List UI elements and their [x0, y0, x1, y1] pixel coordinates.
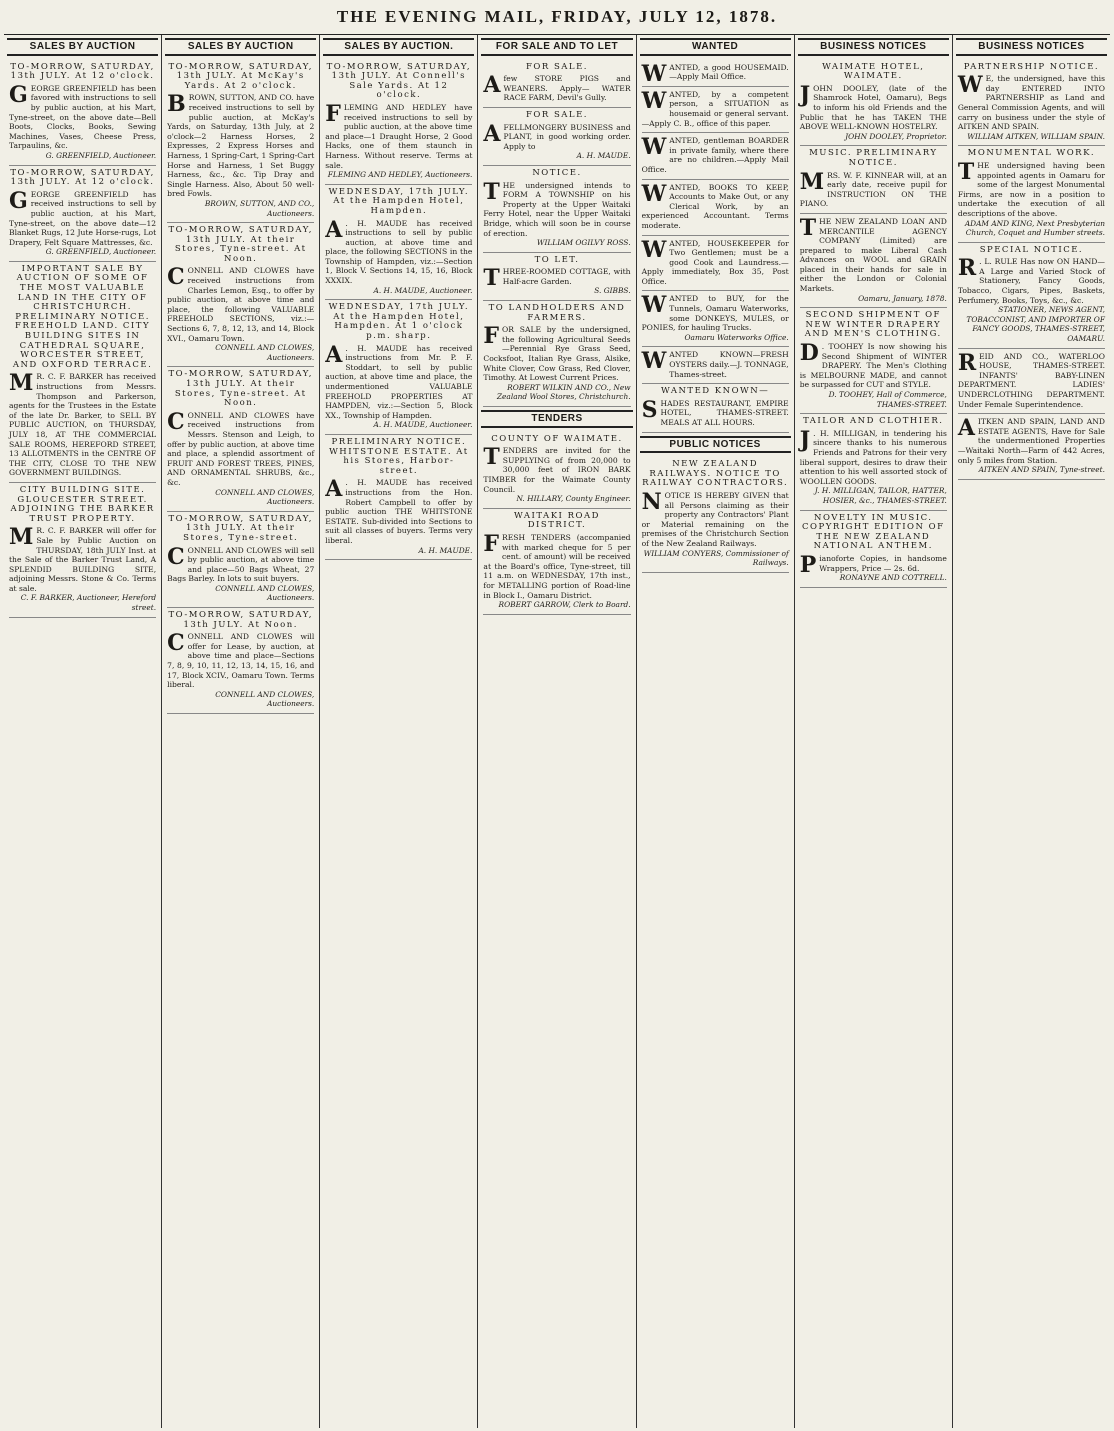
- drop-cap: A: [483, 120, 501, 147]
- ad-heading: WEDNESDAY, 17th JULY. At the Hampden Hotel, Hampden.: [328, 186, 470, 216]
- ad-body: [642, 294, 789, 332]
- column-heading: WANTED: [640, 38, 791, 56]
- drop-cap: W: [641, 134, 667, 161]
- drop-cap: A: [483, 72, 501, 99]
- ad-signature: J. H. MILLIGAN, TAILOR, HATTER, HOSIER, &c., THAMES-STREET.: [814, 486, 947, 505]
- ad-text: . H. MAUDE has received instructions from Mr. P. F. Stoddart, to sell by public auction, at above time and place, the undermentioned VALUABLE FREEHOLD PROPERTIES AT HAMPDEN, viz.:—Section 5, Block XX., Township of Hampden.: [325, 343, 473, 420]
- ad-body: [642, 350, 789, 379]
- ad-heading: PARTNERSHIP NOTICE.: [963, 61, 1100, 72]
- ad-signature: WILLIAM OGILVY ROSS.: [536, 238, 631, 248]
- advertisement: [642, 457, 789, 573]
- ad-body: [483, 178, 631, 239]
- ad-text: ANTED, BOOKS TO KEEP, Accounts to Make Out, or any Clerical Work, by an experienced Accountant. Terms moderate.: [641, 182, 789, 230]
- ad-body: [799, 426, 947, 487]
- drop-cap: D: [799, 340, 819, 367]
- ad-heading: TO-MORROW, SATURDAY, 13th JULY. At their Stores, Tyne-street.: [168, 513, 313, 543]
- ad-text: R. C. F. BARKER will offer for Sale by Public Auction on THURSDAY, 18th JULY Inst. at the Sale of the Barker Trust Land, A SPLENDID BUILDING SITE, adjoining Messrs. Stone & Co. Terms at sale.: [9, 526, 157, 593]
- drop-cap: W: [641, 180, 667, 207]
- drop-cap: A: [325, 341, 343, 368]
- drop-cap: T: [957, 158, 975, 185]
- ad-body: [9, 372, 156, 478]
- ad-heading: TO-MORROW, SATURDAY, 13th JULY. At 12 o'clock.: [10, 167, 155, 188]
- ad-heading: TO-MORROW, SATURDAY, 13th JULY. At their Stores, Tyne-street. At Noon.: [168, 369, 313, 409]
- ad-heading: TO LET.: [534, 254, 580, 265]
- ad-text: ANTED KNOWN—FRESH OYSTERS daily.—J. TONNAGE, Thames-street.: [669, 350, 789, 379]
- ad-signature: S. GIBBS.: [594, 286, 631, 296]
- drop-cap: T: [483, 444, 500, 471]
- column-heading: SALES BY AUCTION: [7, 38, 158, 56]
- drop-cap: W: [957, 72, 983, 99]
- ad-text: OHN DOOLEY, (late of the Shamrock Hotel, Oamaru), Begs to inform his old Friends and the Public that he has TAKEN THE ABOVE WELL-KNOWN HOSTELRY.: [799, 83, 947, 132]
- ad-heading: WAITAKI ROAD DISTRICT.: [514, 510, 600, 531]
- advertisement: [483, 253, 630, 301]
- ad-signature: A. H. MAUDE.: [418, 545, 473, 555]
- drop-cap: R: [957, 255, 977, 282]
- ad-body: [325, 100, 473, 170]
- ad-heading: TO LANDHOLDERS AND FARMERS.: [488, 303, 626, 323]
- ad-heading: TO-MORROW, SATURDAY, 13th JULY. At Noon.: [168, 610, 313, 630]
- advertisement: [483, 301, 630, 407]
- ad-text: RESH TENDERS (accompanied with marked cheque for 5 per cent. of amount) will be received at the Board's office, Tyne-street, till 11 a.m. on WEDNESDAY, 17th inst., for METALLING portion of Road-line in Block I., Oamaru District.: [483, 532, 631, 600]
- ad-body: [483, 325, 630, 383]
- advertisement: [167, 60, 314, 224]
- advertisement: [800, 146, 947, 214]
- advertisement: [642, 347, 789, 384]
- drop-cap: F: [325, 100, 341, 127]
- ad-body: [483, 530, 631, 600]
- ad-signature: G. GREENFIELD, Auctioneer.: [45, 150, 157, 160]
- ad-body: [799, 214, 947, 294]
- ad-body: [325, 341, 473, 421]
- ad-heading: TO-MORROW, SATURDAY, 13th JULY. At Connell's Sale Yards. At 12 o'clock.: [326, 61, 472, 101]
- ad-heading: TAILOR AND CLOTHIER.: [803, 416, 944, 427]
- drop-cap: W: [641, 348, 667, 375]
- column-heading: FOR SALE AND TO LET: [481, 38, 632, 56]
- advertisement: [9, 483, 156, 618]
- ad-signature: N. HILLARY, County Engineer.: [516, 494, 631, 504]
- ad-text: ONNELL AND CLOWES will offer for Lease, by auction, at above time and place—Sections 7, 8, 9, 10, 11, 12, 13, 14, 15, 16, and 17, Block XCIV., Oamaru Town. Terms liberal.: [167, 632, 315, 690]
- ad-text: . H. MAUDE has received instructions to sell by public auction, at above time and place, the following SECTIONS in the Township of Hampden, viz.:—Section 1, Block V. Sections 14, 15, 16, Block XXXIX.: [325, 218, 473, 286]
- drop-cap: C: [167, 543, 185, 570]
- ad-text: ianoforte Copies, in handsome Wrappers, Price — 2s. 6d.: [819, 553, 947, 573]
- ad-body: [958, 417, 1105, 465]
- advertisement: [167, 512, 314, 608]
- masthead: THE EVENING MAIL, FRIDAY, JULY 12, 1878.: [336, 7, 778, 26]
- drop-cap: C: [167, 264, 185, 291]
- ad-signature: JOHN DOOLEY, Proprietor.: [845, 131, 947, 141]
- ad-signature: G. GREENFIELD, Auctioneer.: [45, 247, 157, 257]
- drop-cap: P: [799, 551, 817, 578]
- ad-body: [167, 408, 315, 488]
- advertisement: [483, 108, 630, 166]
- ad-body: [167, 543, 315, 584]
- advertisement: [9, 166, 156, 262]
- ad-body: [641, 396, 789, 428]
- advertisement: [9, 262, 156, 483]
- ad-body: [167, 266, 314, 343]
- ad-body: [957, 158, 1105, 219]
- drop-cap: A: [325, 476, 343, 503]
- drop-cap: A: [325, 216, 343, 243]
- ad-heading: SECOND SHIPMENT OF NEW WINTER DRAPERY AND MEN'S CLOTHING.: [804, 310, 942, 340]
- ad-text: . TOOHEY Is now showing his Second Shipment of WINTER DRAPERY. The Men's Clothing is MELBOURNE MADE, and cannot be surpassed for CUT and STYLE.: [799, 342, 947, 390]
- advertisement: [642, 291, 789, 347]
- drop-cap: T: [799, 214, 817, 241]
- advertisement: [325, 185, 472, 301]
- drop-cap: W: [641, 292, 667, 319]
- ad-signature: CONNELL AND CLOWES, Auctioneers.: [215, 689, 315, 709]
- advertisement: [958, 60, 1105, 147]
- ad-heading: TO-MORROW, SATURDAY, 13th JULY. At their Stores, Tyne-street. At Noon.: [168, 225, 313, 264]
- section-heading: TENDERS: [481, 410, 632, 428]
- drop-cap: G: [9, 81, 28, 108]
- advertisement: [483, 509, 630, 615]
- ad-heading: WAIMATE HOTEL, WAIMATE.: [822, 61, 925, 82]
- ad-signature: ROBERT WILKIN AND CO., New Zealand Wool Stores, Christchurch.: [496, 382, 631, 402]
- ad-body: [958, 74, 1105, 132]
- ad-text: ANTED, by a competent person, a SITUATION as housemaid or general servant.—Apply C. B., office of this paper.: [641, 89, 789, 128]
- drop-cap: W: [641, 236, 667, 263]
- ad-body: [325, 478, 472, 545]
- drop-cap: T: [483, 265, 500, 292]
- drop-cap: J: [799, 81, 811, 108]
- advertisement: [325, 300, 472, 435]
- ad-body: [167, 632, 314, 690]
- column-7: [952, 35, 1110, 1428]
- advertisement: [483, 60, 630, 108]
- column-6: [794, 35, 952, 1428]
- advertisement: [642, 133, 789, 179]
- ad-text: OTICE IS HEREBY GIVEN that all Persons claiming as their property any Contractors' Plant or Material remaining on the premises of the Christchurch Section of the New Zealand Railways.: [641, 490, 789, 548]
- drop-cap: F: [483, 530, 500, 557]
- advertisement: [325, 60, 472, 185]
- advertisement: [167, 223, 314, 367]
- ad-body: [483, 446, 630, 494]
- ad-heading: FOR SALE.: [526, 109, 588, 120]
- ad-body: [641, 488, 789, 549]
- ad-text: EID AND CO., WATERLOO HOUSE, THAMES-STREET. INFANTS' BABY-LINEN DEPARTMENT. LADIES' UNDERCLOTHING DEPARTMENT. Under Female Superintendence.: [957, 351, 1105, 409]
- ad-body: [9, 187, 157, 248]
- ad-heading: WANTED KNOWN—: [661, 386, 770, 397]
- ad-text: ANTED, a good HOUSEMAID.—Apply Mail Office.: [669, 62, 789, 82]
- drop-cap: G: [9, 187, 28, 214]
- ad-heading: TO-MORROW, SATURDAY, 13th JULY. At 12 o'clock.: [10, 61, 155, 82]
- drop-cap: F: [483, 323, 500, 350]
- ad-signature: WILLIAM AITKEN, WILLIAM SPAIN.: [967, 131, 1105, 141]
- ad-heading: TO-MORROW, SATURDAY, 13th JULY. At McKay's Yards. At 2 o'clock.: [168, 61, 313, 91]
- ad-text: EORGE GREENFIELD has received instructions to sell by public auction, at his Mart, Tyne-street, on the above date—12 Blanket Rugs, 12 Jute Horse-rugs, Lot Drapery, Felt Square Mattresses, &c.: [9, 189, 157, 247]
- drop-cap: W: [641, 60, 667, 87]
- ad-body: [641, 60, 789, 87]
- advertisement: [800, 60, 947, 147]
- drop-cap: M: [9, 370, 34, 397]
- ad-signature: AITKEN AND SPAIN, Tyne-street.: [978, 465, 1105, 475]
- advertisement: [642, 236, 789, 292]
- column-heading: SALES BY AUCTION: [165, 38, 316, 56]
- ad-text: ONNELL AND CLOWES have received instructions from Charles Lemon, Esq., to offer by public auction, at above time and place, the following VALUABLE FREEHOLD SECTIONS, viz.:—Sections 6, 7, 8, 12, 13, and 14, Block XVI., Oamaru Town.: [167, 266, 315, 343]
- drop-cap: B: [167, 91, 186, 118]
- ad-signature: BROWN, SUTTON, AND CO., Auctioneers.: [204, 198, 315, 218]
- column-heading: SALES BY AUCTION.: [323, 38, 474, 56]
- advertisement: [800, 414, 947, 510]
- ad-text: HE undersigned intends to FORM A TOWNSHIP on his Property at the Upper Waitaki Ferry Hotel, near the Upper Waitaki Bridge, which will soon be in course of erection.: [483, 180, 631, 238]
- ad-heading: FOR SALE.: [526, 61, 588, 72]
- ad-signature: FLEMING AND HEDLEY, Auctioneers.: [327, 170, 473, 180]
- column-1: [4, 35, 161, 1428]
- ad-signature: STATIONER, NEWS AGENT, TOBACCONIST, AND IMPORTER OF FANCY GOODS, THAMES-STREET, OAMARU.: [966, 305, 1105, 344]
- ad-text: E, the undersigned, have this day ENTERED INTO PARTNERSHIP as Land and General Commission Agents, and will carry on business under the style of AITKEN AND SPAIN.: [957, 74, 1105, 132]
- ad-text: ENDERS are invited for the SUPPLYING of from 20,000 to 30,000 feet of IRON BARK TIMBER for the Waimate County Council.: [483, 446, 631, 494]
- ad-signature: RONAYNE AND COTTRELL.: [839, 573, 947, 583]
- column-3: [319, 35, 477, 1428]
- ad-text: . H. MAUDE has received instructions from the Hon. Robert Campbell to offer by public auction THE WHITSTONE ESTATE. Sub-divided into Sections to suit all classes of buyers. Terms very liberal.: [325, 478, 473, 545]
- ad-body: [641, 87, 789, 128]
- ad-heading: NEW ZEALAND RAILWAYS. NOTICE TO RAILWAY CONTRACTORS.: [642, 459, 789, 489]
- ad-signature: C. F. BARKER, Auctioneer, Hereford street.: [20, 593, 157, 613]
- advertisement: [642, 180, 789, 236]
- column-5: [636, 35, 794, 1428]
- column-2: [161, 35, 319, 1428]
- ad-heading: WEDNESDAY, 17th JULY. At the Hampden Hotel, Hampden. At 1 o'clock p.m. sharp.: [328, 302, 470, 342]
- newspaper-page: [4, 34, 1110, 1428]
- drop-cap: A: [957, 415, 975, 442]
- ad-text: ANTED to BUY, for the Tunnels, Oamaru Waterworks, some DONKEYS, MULES, or PONIES, for hauling Trucks.: [641, 294, 789, 333]
- drop-cap: M: [9, 524, 34, 551]
- ad-heading: NOTICE.: [532, 167, 582, 178]
- ad-text: . L. RULE Has now ON HAND—A Large and Varied Stock of Stationery, Fancy Goods, Tobacco, Cigars, Pipes, Baskets, Perfumery, Books, Toys, &c., &c.: [957, 257, 1105, 305]
- ad-signature: CONNELL AND CLOWES, Auctioneers.: [215, 343, 315, 362]
- drop-cap: M: [799, 168, 825, 195]
- ad-signature: ROBERT GARROW, Clerk to Board.: [498, 600, 631, 610]
- drop-cap: C: [167, 630, 185, 657]
- column-heading: BUSINESS NOTICES: [798, 38, 949, 56]
- ad-body: [641, 236, 789, 287]
- ad-signature: Oamaru, January, 1878.: [858, 293, 947, 303]
- ad-signature: A. H. MAUDE, Auctioneer.: [373, 285, 473, 295]
- ad-text: . H. MILLIGAN, in tendering his sincere thanks to his numerous Friends and Patrons for their very liberal support, desires to draw their attention to his well assorted stock of WOOLLEN GOODS.: [799, 428, 947, 486]
- advertisement: [642, 384, 789, 432]
- ad-body: [167, 93, 314, 199]
- ad-text: HE undersigned having been appointed agents in Oamaru for some of the largest Monumental Firms, are now in a position to undertake the execution of all descriptions of the above.: [957, 160, 1105, 218]
- advertisement: [800, 214, 947, 308]
- ad-text: ITKEN AND SPAIN, LAND AND ESTATE AGENTS, Have for Sale the undermentioned Properties—Waitaki North—Farm of 442 Acres, only 5 miles from Station.: [957, 417, 1105, 465]
- drop-cap: R: [957, 349, 977, 376]
- ad-heading: MUSIC. PRELIMINARY NOTICE.: [809, 148, 938, 168]
- ad-body: [325, 216, 473, 286]
- ad-body: [958, 257, 1105, 305]
- ad-heading: NOVELTY IN MUSIC. COPYRIGHT EDITION OF THE NEW ZEALAND NATIONAL ANTHEM.: [802, 512, 945, 552]
- ad-text: HREE-ROOMED COTTAGE, with Half-acre Garden.: [502, 267, 631, 286]
- ad-heading: CITY BUILDING SITE. GLOUCESTER STREET. ADJOINING THE BARKER TRUST PROPERTY.: [10, 484, 155, 524]
- ad-body: [642, 136, 789, 174]
- advertisement: [483, 432, 630, 509]
- advertisement: [325, 435, 472, 560]
- advertisement: [642, 60, 789, 87]
- ad-body: [799, 81, 947, 132]
- drop-cap: S: [641, 396, 658, 423]
- ad-body: [9, 526, 156, 593]
- drop-cap: J: [799, 426, 811, 453]
- ad-heading: PRELIMINARY NOTICE. WHITSTONE ESTATE. At his Stores, Harbor-street.: [329, 436, 469, 476]
- ad-signature: CONNELL AND CLOWES, Auctioneers.: [215, 487, 315, 507]
- advertisement: [958, 243, 1105, 349]
- advertisement: [167, 608, 314, 714]
- drop-cap: N: [641, 488, 662, 515]
- advertisement: [642, 87, 789, 133]
- ad-body: [9, 81, 157, 151]
- advertisement: [800, 511, 947, 588]
- ad-body: [957, 349, 1105, 410]
- section-heading: PUBLIC NOTICES: [640, 436, 791, 454]
- ad-heading: SPECIAL NOTICE.: [979, 244, 1084, 255]
- advertisement: [958, 349, 1105, 415]
- ad-body: [800, 342, 947, 390]
- ad-text: R. C. F. BARKER has received instructions from Messrs. Thompson and Parkerson, agents for the Trustees in the Estate of the late Dr. Barker, to SELL BY PUBLIC AUCTION, on THURSDAY, JULY 18, AT THE COMMERCIAL SALE ROOMS, HEREFORD STREET, 13 ALLOTMENTS in the CENTRE OF THE CITY, CLOSE TO THE NEW GOVERNMENT BUILDINGS.: [9, 372, 157, 478]
- ad-signature: ADAM AND KING, Next Presbyterian Church, Coquet and Humber streets.: [964, 218, 1105, 238]
- column-heading: BUSINESS NOTICES: [956, 38, 1107, 56]
- ad-heading: IMPORTANT SALE BY AUCTION OF SOME OF THE MOST VALUABLE LAND IN THE CITY OF CHRISTCHURCH. PRELIMINARY NOTICE. FREEHOLD LAND. CITY BUILDING SITES IN CATHEDRAL SQUARE, WORCESTER STREET, AND OXFORD TERRACE.: [12, 263, 153, 370]
- ad-body: [483, 74, 630, 103]
- advertisement: [958, 414, 1105, 480]
- advertisement: [167, 367, 314, 511]
- ad-signature: WILLIAM CONYERS, Commissioner of Railways.: [643, 548, 789, 568]
- ad-signature: A. H. MAUDE.: [576, 151, 631, 161]
- ad-signature: Oamaru Waterworks Office.: [684, 332, 789, 342]
- ad-text: EORGE GREENFIELD has been favored with instructions to sell by public auction, at his Mart, Tyne-street, on the above date—Bell Boots, Clocks, Books, Sewing Machines, Vases, Cheese Press, Tarpaulins, &c.: [9, 83, 157, 151]
- ad-body: [799, 168, 947, 209]
- ad-text: ONNELL AND CLOWES have received instructions from Messrs. Stenson and Leigh, to offer by public auction, at above time and place, a splendid assortment of FRUIT AND FOREST TREES, PINES, AND ORNAMENTAL SHRUBS, &c., &c.: [167, 410, 315, 487]
- ad-text: HE NEW ZEALAND LOAN AND MERCANTILE AGENCY COMPANY (Limited) are prepared to make Liberal Cash Advances on WOOL and GRAIN placed in their hands for sale in either the London or Colonial Markets.: [799, 216, 947, 294]
- drop-cap: T: [483, 178, 500, 205]
- advertisement: [9, 60, 156, 166]
- ad-heading: COUNTY OF WAIMATE.: [491, 433, 623, 444]
- ad-text: ANTED, HOUSEKEEPER for Two Gentlemen; must be a good Cook and Laundress.—Apply immediately, Box 35, Post Office.: [641, 238, 789, 286]
- column-4: [477, 35, 635, 1428]
- advertisement: [800, 308, 947, 414]
- ad-signature: D. TOOHEY, Hall of Commerce, THAMES-STREET.: [828, 390, 947, 409]
- ad-text: OR SALE by the undersigned, the following Agricultural Seeds—Perennial Rye Grass Seed, Cocksfoot, Italian Rye Grass, Alsike, White Clover, Cow Grass, Red Clover, Timothy. At Lowest Current Prices.: [483, 325, 631, 383]
- advertisement: [958, 146, 1105, 242]
- ad-text: ONNELL AND CLOWES will sell by public auction, at above time and place—50 Bags Wheat, 27 Bags Barley. In lots to suit buyers.: [167, 545, 315, 584]
- drop-cap: C: [167, 408, 185, 435]
- ad-heading: MONUMENTAL WORK.: [967, 148, 1096, 159]
- ad-text: HADES RESTAURANT, EMPIRE HOTEL, THAMES-STREET. MEALS AT ALL HOURS.: [660, 398, 789, 427]
- ad-text: LEMING AND HEDLEY have received instructions to sell by public auction, at the above time and place—1 Draught Horse, 2 Good Hacks, one of them staunch in Harness. Without reserve. Terms at sale.: [325, 102, 473, 170]
- ad-text: ANTED, gentleman BOARDER in private family, where there are no children.—Apply Mail Office.: [641, 136, 789, 174]
- ad-signature: CONNELL AND CLOWES, Auctioneers.: [215, 583, 315, 603]
- ad-body: [483, 120, 631, 152]
- ad-text: RS. W. F. KINNEAR will, at an early date, receive pupil for INSTRUCTION ON THE PIANO.: [799, 170, 947, 209]
- ad-signature: A. H. MAUDE, Auctioneer.: [373, 420, 473, 430]
- ad-body: [641, 180, 789, 231]
- ad-text: FELLMONGERY BUSINESS and PLANT, in good working order. Apply to: [503, 122, 631, 151]
- ad-text: ROWN, SUTTON, AND CO. have received instructions to sell by public auction, at McKay's Yards, on Saturday, 13th July, at 2 o'clock—2 Harness Horses, 2 Expresses, 2 Express Horses and Harness, 1 Spring-Cart, 1 Spring-Cart Horse and Harness, 1 Set Buggy Harness, &c., &c. Tip Dray and Single Harness. Also, About 50 well-bred Fowls.: [167, 93, 315, 199]
- advertisement: [483, 166, 630, 253]
- ad-text: few STORE PIGS and WEANERS. Apply— WATER RACE FARM, Devil's Gully.: [503, 74, 631, 103]
- drop-cap: W: [641, 87, 667, 114]
